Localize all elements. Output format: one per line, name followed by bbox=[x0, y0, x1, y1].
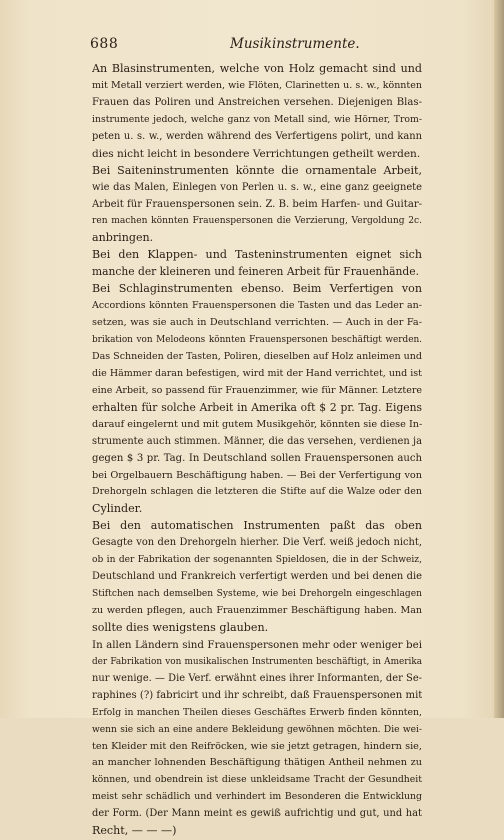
page-header bbox=[90, 36, 420, 54]
text-line: Drehorgeln schlagen die letzteren die Stifte auf die Walze oder den bbox=[92, 486, 422, 498]
text-line: gegen $ 3 pr. Tag. In Deutschland sollen Frauenspersonen auch bbox=[92, 452, 422, 464]
running-title: Musikinstrumente. bbox=[230, 36, 360, 52]
text-line: erhalten für solche Arbeit in Amerika oft $ 2 pr. Tag. Eigens bbox=[92, 400, 422, 414]
text-line: wenn sie sich an eine andere Bekleidung gewöhnen möchten. Die wei- bbox=[92, 724, 422, 735]
text-line: manche der kleineren und feineren Arbeit für Frauenhände. bbox=[92, 265, 419, 279]
text-line: sollte dies wenigstens glauben. bbox=[92, 620, 269, 634]
text-line: ob in der Fabrikation der sogenannten Spieldosen, die in der Schweiz, bbox=[92, 555, 422, 566]
text-line: mit Metall verziert werden, wie Flöten, Clarinetten u. s. w., könnten bbox=[92, 79, 422, 91]
text-line: anbringen. bbox=[92, 231, 154, 245]
text-line: raphines (?) fabricirt und ihr schreibt, daß Frauenspersonen mit bbox=[92, 689, 422, 701]
text-line: brikation von Melodeons könnten Frauenspersonen beschäftigt werden. bbox=[92, 335, 422, 345]
text-line: Cylinder. bbox=[92, 502, 143, 516]
text-line: ren machen könnten Frauenspersonen die Verzierung, Vergoldung 2c. bbox=[92, 216, 422, 227]
body-text bbox=[92, 61, 422, 840]
text-line: der Form. (Der Mann meint es gewiß aufrichtig und gut, und hat bbox=[92, 808, 422, 820]
text-line: nur wenige. — Die Verf. erwähnt eines ihrer Informanten, der Se- bbox=[92, 672, 422, 684]
text-line: strumente auch stimmen. Männer, die das versehen, verdienen ja bbox=[92, 435, 422, 447]
text-line: Bei den automatischen Instrumenten paßt das oben bbox=[92, 519, 422, 533]
text-line: meist sehr schädlich und verhindert im Besonderen die Entwicklung bbox=[92, 791, 422, 803]
page-number: 688 bbox=[90, 36, 119, 52]
text-line: darauf eingelernt und mit gutem Musikgehör, könnten sie diese In- bbox=[92, 418, 422, 430]
text-line: Bei den Klappen- und Tasteninstrumenten eignet sich bbox=[92, 248, 422, 262]
text-line: setzen, was sie auch in Deutschland verrichten. — Auch in der Fa- bbox=[92, 317, 422, 329]
text-line: Das Schneiden der Tasten, Poliren, dieselben auf Holz anleimen und bbox=[92, 350, 422, 362]
text-line: Bei Schlaginstrumenten ebenso. Beim Verfertigen von bbox=[92, 282, 422, 296]
text-line: Deutschland und Frankreich verfertigt werden und bei denen die bbox=[92, 571, 422, 583]
text-line: Gesagte von den Drehorgeln hierher. Die Verf. weiß jedoch nicht, bbox=[92, 537, 422, 549]
text-line: Accordions könnten Frauenspersonen die Tasten und das Leder an- bbox=[92, 300, 422, 312]
text-line: An Blasinstrumenten, welche von Holz gemacht sind und bbox=[92, 62, 422, 75]
text-line: wie das Malen, Einlegen von Perlen u. s. w., eine ganz geeignete bbox=[92, 181, 422, 193]
text-line: Arbeit für Frauenspersonen sein. Z. B. beim Harfen- und Guitar- bbox=[92, 198, 422, 210]
text-line: dies nicht leicht in besondere Verrichtungen getheilt werden. bbox=[92, 147, 421, 160]
text-line: zu werden pflegen, auch Frauenzimmer Beschäftigung haben. Man bbox=[92, 605, 422, 616]
text-line: Bei Saiteninstrumenten könnte die ornamentale Arbeit, bbox=[92, 163, 422, 177]
page-edge bbox=[494, 0, 504, 718]
text-line: In allen Ländern sind Frauenspersonen mehr oder weniger bei bbox=[92, 638, 422, 651]
text-line: Erfolg in manchen Theilen dieses Geschäftes Erwerb finden könnten, bbox=[92, 706, 422, 718]
text-line: instrumente jedoch, welche ganz von Metall sind, wie Hörner, Trom- bbox=[92, 113, 422, 125]
text-line: die Hämmer daran befestigen, wird mit der Hand verrichtet, und ist bbox=[92, 367, 422, 379]
text-line: ten Kleider mit den Reifröcken, wie sie jetzt getragen, hindern sie, bbox=[92, 740, 422, 752]
text-line: Frauen das Poliren und Anstreichen versehen. Diejenigen Blas- bbox=[92, 96, 422, 108]
text-line: Stiftchen nach demselben Systeme, wie bei Drehorgeln eingeschlagen bbox=[92, 589, 422, 600]
text-line: bei Orgelbauern Beschäftigung haben. — Bei der Verfertigung von bbox=[92, 469, 422, 481]
text-line: an mancher lohnenden Beschäftigung thätigen Antheil nehmen zu bbox=[92, 757, 422, 769]
text-line: Recht, — — —) bbox=[92, 824, 177, 838]
text-line: der Fabrikation von musikalischen Instrumenten beschäftigt, in Amerika bbox=[92, 656, 422, 667]
text-line: können, und obendrein ist diese unkleidsame Tracht der Gesundheit bbox=[92, 774, 422, 786]
text-line: eine Arbeit, so passend für Frauenzimmer, wie für Männer. Letztere bbox=[92, 384, 422, 396]
text-line: peten u. s. w., werden während des Verfertigens polirt, und kann bbox=[92, 130, 422, 142]
